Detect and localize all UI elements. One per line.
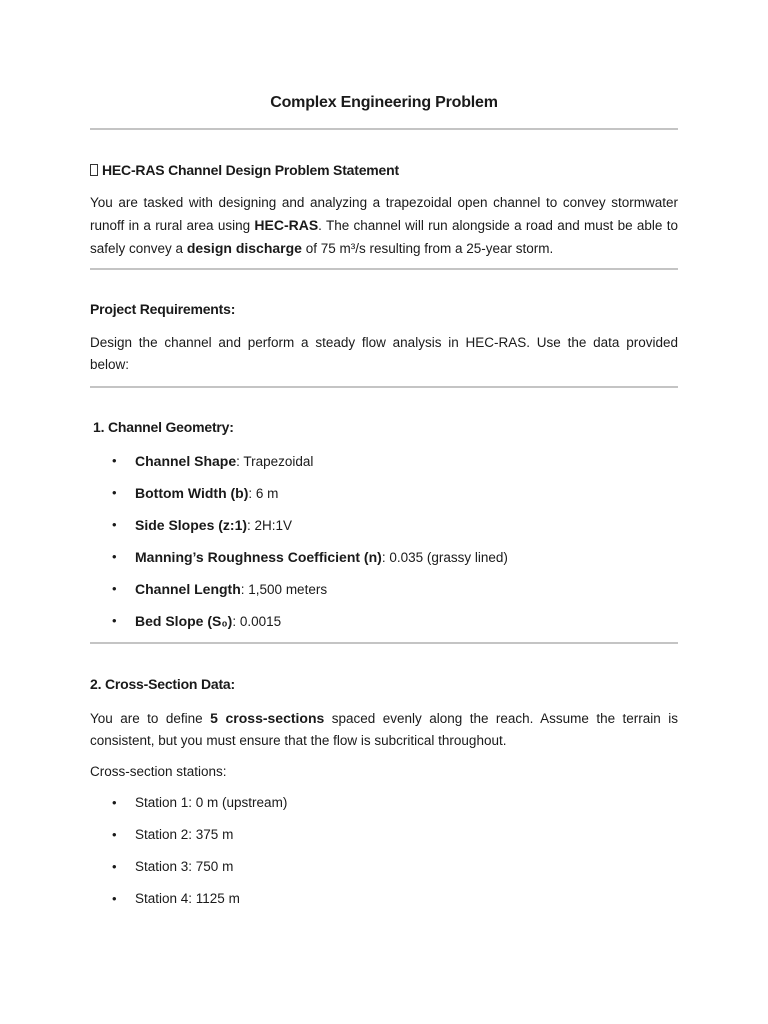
missing-glyph-icon (90, 164, 98, 176)
divider (90, 128, 678, 130)
project-requirements-paragraph: Design the channel and perform a steady flow analysis in HEC-RAS. Use the data provided below: (90, 335, 678, 372)
bullet-icon: • (112, 613, 117, 628)
bullet-icon: • (112, 581, 117, 596)
list-item: • Station 2: 375 m (90, 825, 678, 857)
paragraph-text: . The channel will run alongside a road and must be able to safely convey a (90, 218, 678, 256)
paragraph-text: spaced evenly along the reach. Assume the terrain is consistent, but you must ensure that the flow is subcritical throughout. (90, 711, 679, 748)
list-item: • Channel Shape: Trapezoidal (112, 453, 314, 469)
stations-list (90, 793, 678, 921)
list-item: • Station 1: 0 m (upstream) (90, 793, 678, 825)
list-item: • Station 4: 1125 m (90, 889, 678, 921)
paragraph-text: You are to define (90, 711, 211, 726)
channel-geometry-list (90, 451, 678, 643)
paragraph-text: of 75 m³/s resulting from a 25-year storm. (301, 241, 554, 256)
paragraph-bold-text: HEC-RAS (254, 217, 319, 233)
bullet-icon: • (112, 795, 117, 810)
document-title: Complex Engineering Problem (270, 94, 498, 111)
list-item: • Bed Slope (S₀): 0.0015 (112, 613, 282, 629)
bullet-icon: • (112, 453, 117, 468)
list-item: • Side Slopes (z:1): 2H:1V (112, 517, 293, 533)
bullet-icon: • (112, 827, 117, 842)
bullet-icon: • (112, 859, 117, 874)
list-item: • Manning’s Roughness Coefficient (n): 0.035 (grassy lined) (112, 549, 508, 565)
problem-statement-heading-text: HEC-RAS Channel Design Problem Statement (102, 162, 399, 178)
cross-section-heading: 2. Cross-Section Data: (90, 676, 235, 692)
channel-geometry-heading: 1. Channel Geometry: (93, 419, 234, 435)
list-item: • Station 3: 750 m (90, 857, 678, 889)
bullet-icon: • (112, 549, 117, 564)
list-item: • Channel Length: 1,500 meters (112, 581, 328, 597)
cross-section-stations-label: Cross-section stations: (90, 764, 227, 779)
paragraph-bold-text: design discharge (186, 240, 302, 256)
bullet-icon: • (112, 517, 117, 532)
cross-section-paragraph (90, 707, 678, 752)
divider (90, 268, 678, 270)
list-item: • Bottom Width (b): 6 m (112, 485, 279, 501)
paragraph-text: You are tasked with designing and analyzing a trapezoidal open channel to convey stormwater runoff in a rural area using (90, 195, 678, 233)
divider (90, 642, 678, 644)
divider (90, 386, 678, 388)
problem-statement-heading (90, 162, 399, 178)
bullet-icon: • (112, 891, 117, 906)
project-requirements-heading: Project Requirements: (90, 301, 236, 317)
bullet-icon: • (112, 485, 117, 500)
problem-statement-paragraph (90, 192, 678, 260)
paragraph-bold-text: 5 cross-sections (210, 710, 325, 726)
